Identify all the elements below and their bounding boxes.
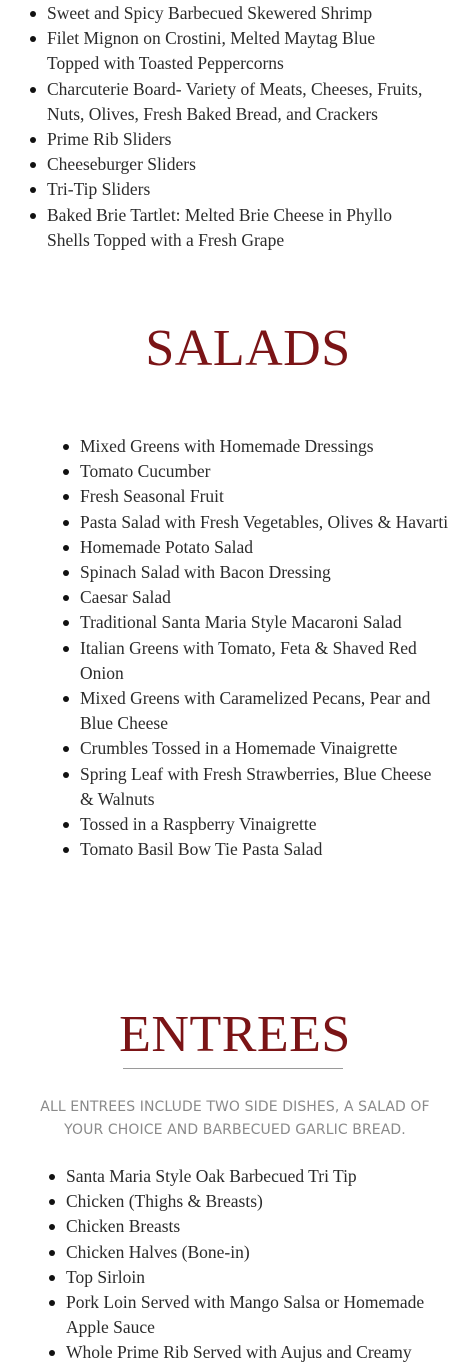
salads-heading: SALADS <box>145 320 351 377</box>
list-item: Baked Brie Tartlet: Melted Brie Cheese in Phyllo Shells Topped with a Fresh Grape <box>47 203 427 253</box>
list-item: Chicken Breasts <box>66 1214 426 1239</box>
entrees-heading: ENTREES <box>119 1006 351 1063</box>
list-item: Caesar Salad <box>80 585 440 610</box>
list-item: Homemade Potato Salad <box>80 535 440 560</box>
list-item: Tri-Tip Sliders <box>47 177 427 202</box>
list-item: Pasta Salad with Fresh Vegetables, Olives & Havarti <box>80 510 440 535</box>
list-item: Pork Loin Served with Mango Salsa or Homemade Apple Sauce <box>66 1290 426 1340</box>
list-item: Chicken Halves (Bone-in) <box>66 1240 426 1265</box>
list-item: Santa Maria Style Oak Barbecued Tri Tip <box>66 1164 426 1189</box>
list-item: Tomato Basil Bow Tie Pasta Salad <box>80 837 440 862</box>
list-item: Fresh Seasonal Fruit <box>80 484 440 509</box>
list-item: Sweet and Spicy Barbecued Skewered Shrimp <box>47 1 427 26</box>
list-item: Mixed Greens with Homemade Dressings <box>80 434 440 459</box>
list-item: Crumbles Tossed in a Homemade Vinaigrette <box>80 736 440 761</box>
list-item: Whole Prime Rib Served with Aujus and Creamy <box>66 1340 426 1365</box>
list-item: Filet Mignon on Crostini, Melted Maytag Blue Topped with Toasted Peppercorns <box>47 26 427 76</box>
salads-list <box>80 434 449 862</box>
list-item: Charcuterie Board- Variety of Meats, Cheeses, Fruits, Nuts, Olives, Fresh Baked Bread, and Crackers <box>47 77 427 127</box>
list-item: Top Sirloin <box>66 1265 426 1290</box>
list-item: Mixed Greens with Caramelized Pecans, Pear and Blue Cheese <box>80 686 440 736</box>
list-item: Spinach Salad with Bacon Dressing <box>80 560 440 585</box>
entrees-note: ALL ENTREES INCLUDE TWO SIDE DISHES, A SALAD OF YOUR CHOICE AND BARBECUED GARLIC BREAD. <box>40 1099 430 1138</box>
list-item: Chicken (Thighs & Breasts) <box>66 1189 426 1214</box>
list-item: Spring Leaf with Fresh Strawberries, Blue Cheese & Walnuts <box>80 762 440 812</box>
appetizers-list <box>47 1 427 253</box>
list-item: Cheeseburger Sliders <box>47 152 427 177</box>
list-item: Tossed in a Raspberry Vinaigrette <box>80 812 440 837</box>
entrees-list <box>66 1164 426 1366</box>
list-item: Traditional Santa Maria Style Macaroni Salad <box>80 610 440 635</box>
list-item: Italian Greens with Tomato, Feta & Shaved Red Onion <box>80 636 440 686</box>
list-item: Prime Rib Sliders <box>47 127 427 152</box>
heading-divider <box>123 1068 343 1069</box>
list-item: Tomato Cucumber <box>80 459 440 484</box>
